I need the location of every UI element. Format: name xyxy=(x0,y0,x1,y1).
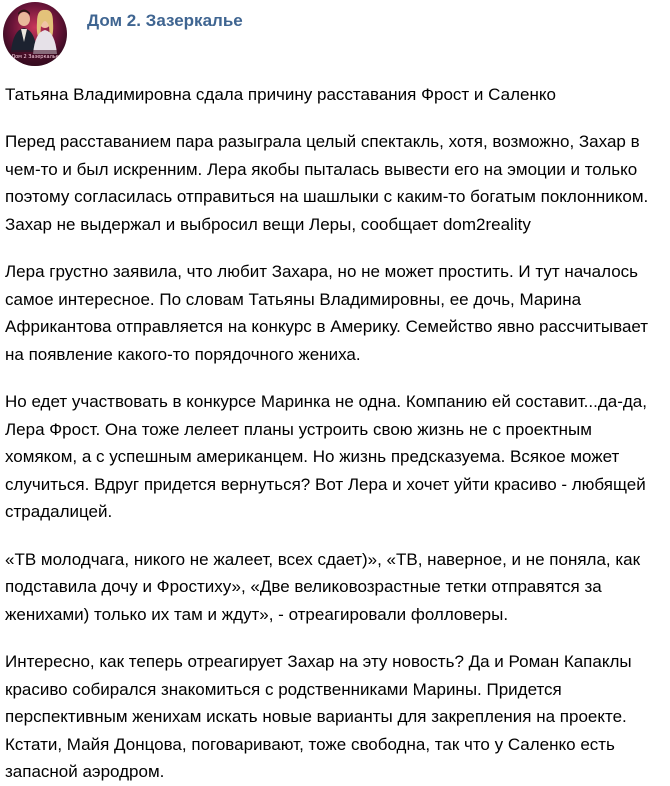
community-name-link[interactable]: Дом 2. Зазеркалье xyxy=(87,11,243,30)
text-line: самое интересное. По словам Татьяны Владимировны, ее дочь, Марина xyxy=(5,289,582,309)
post-paragraph xyxy=(5,388,665,526)
post-paragraph xyxy=(5,546,665,629)
text-line: «ТВ молодчага, никого не жалеет, всех сдает)», «ТВ, наверное, и не поняла, как xyxy=(5,549,641,569)
text-line: на появление какого-то порядочного жениха. xyxy=(5,344,361,364)
post-body xyxy=(5,81,665,786)
post-header xyxy=(0,0,670,72)
text-line: Интересно, как теперь отреагирует Захар на эту новость? Да и Роман Капаклы xyxy=(5,652,632,671)
text-line: хомяком, а с успешным американцем. Но жизнь предсказуема. Всякое может xyxy=(5,447,620,466)
text-line: Лера Фрост. Она тоже лелеет планы устроить свою жизнь не с проектным xyxy=(5,419,592,439)
post-title: Татьяна Владимировна сдала причину расставания Фрост и Саленко xyxy=(5,85,556,104)
community-avatar[interactable] xyxy=(3,2,67,66)
text-line: Захар не выдержал и выбросил вещи Леры, сообщает dom2reality xyxy=(5,214,531,234)
text-line: красиво собирался знакомиться с родственниками Марины. Придется xyxy=(5,679,562,699)
text-line: Но едет участвовать в конкурсе Маринка не одна. Компанию ей составит...да-да, xyxy=(5,392,647,411)
text-line: Африкантова отправляется на конкурс в Америку. Семейство явно рассчитывает xyxy=(5,317,649,336)
text-line: страдалицей. xyxy=(5,502,113,521)
post-paragraph xyxy=(5,128,665,238)
text-line: запасной аэродром. xyxy=(5,762,165,781)
text-line: Перед расставанием пара разыграла целый спектакль, хотя, возможно, Захар в xyxy=(5,132,640,151)
text-line: перспективным женихам искать новые варианты для закрепления на проекте. xyxy=(5,707,627,726)
text-line: подставила дочу и Фростиху», «Две великовозрастные тетки отправятся за xyxy=(5,577,602,596)
text-line: Кстати, Майя Донцова, поговаривают, тоже свободна, так что у Саленко есть xyxy=(5,734,615,754)
text-line: поэтому согласилась отправиться на шашлыки с каким-то богатым поклонником. xyxy=(5,187,649,206)
text-line: женихами) только их там и ждут», - отреагировали фолловеры. xyxy=(5,604,509,624)
text-line: случиться. Вдруг придется вернуться? Вот Лера и хочет уйти красиво - любящей xyxy=(5,474,646,494)
post-paragraph xyxy=(5,258,665,368)
text-line: Лера грустно заявила, что любит Захара, но не может простить. И тут началось xyxy=(5,262,639,281)
post-paragraph xyxy=(5,648,665,786)
avatar-image xyxy=(3,2,67,66)
avatar-caption: Дом 2 Зазеркалье xyxy=(11,54,59,60)
text-line: чем-то и был искренним. Лера якобы пыталась вывести его на эмоции и только xyxy=(5,159,638,179)
